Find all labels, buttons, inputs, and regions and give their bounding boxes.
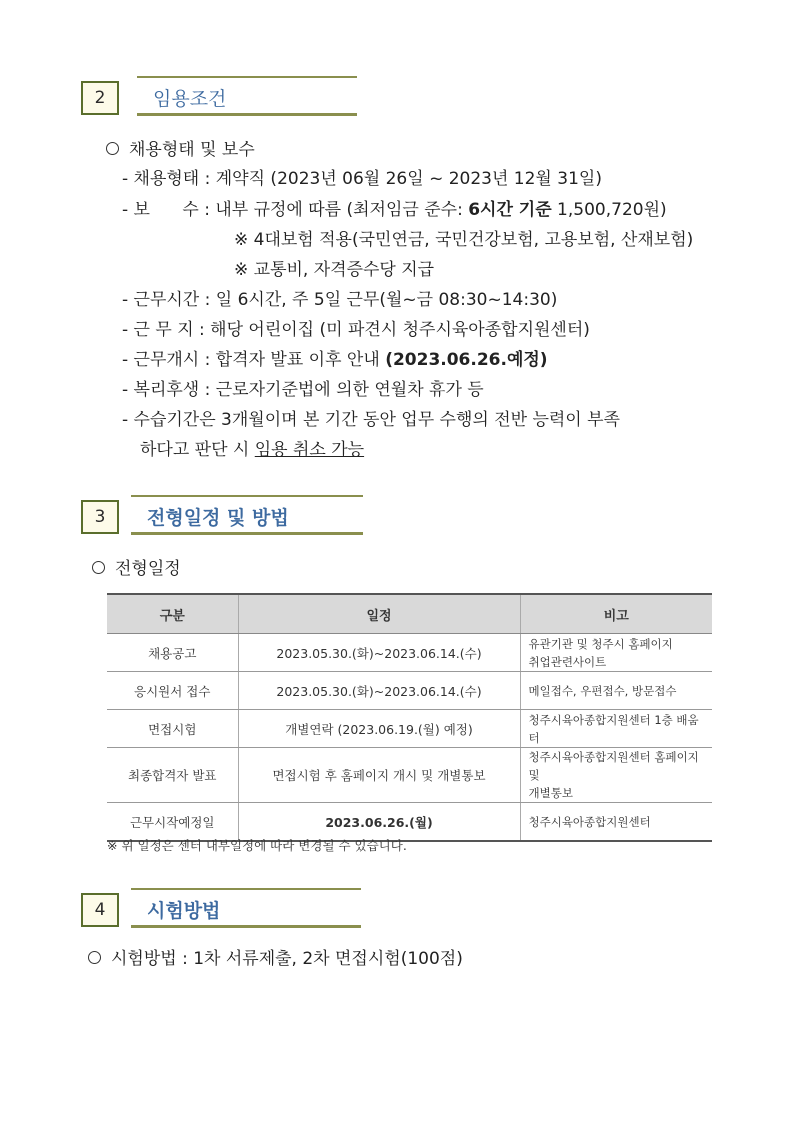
cell-category: 응시원서 접수 [107, 672, 238, 710]
section-number-3: 3 [81, 500, 119, 534]
section-title-4: 시험방법 [147, 900, 221, 922]
header-category: 구분 [107, 594, 238, 634]
line-salary [122, 195, 667, 220]
line-hours: - 근무시간 : 일 6시간, 주 5일 근무(월~금 08:30~14:30) [122, 290, 558, 310]
circle-bullet-icon [106, 142, 119, 155]
table-header-row [107, 594, 712, 634]
line-start [122, 345, 548, 370]
table-row [107, 710, 712, 748]
cell-schedule: 2023.06.26.(월) [238, 803, 520, 842]
line-probation-1: - 수습기간은 3개월이며 본 기간 동안 업무 수행의 전반 능력이 부족 [122, 410, 620, 430]
circle-bullet-icon [92, 561, 105, 574]
bullet-exam-method [88, 944, 463, 969]
cell-remarks: 청주시육아종합지원센터 1층 배움터 [520, 710, 712, 748]
section-number-2: 2 [81, 81, 119, 115]
circle-bullet-icon [88, 951, 101, 964]
header-remarks: 비고 [520, 594, 712, 634]
cell-category: 면접시험 [107, 710, 238, 748]
section-title-box-4 [131, 888, 361, 928]
section-number-4: 4 [81, 893, 119, 927]
cell-schedule: 2023.05.30.(화)~2023.06.14.(수) [238, 634, 520, 672]
schedule-footnote: ※ 위 일정은 센터 내부일정에 따라 변경될 수 있습니다. [107, 838, 407, 853]
note-allowance: ※ 교통비, 자격증수당 지급 [234, 260, 435, 280]
cell-category: 근무시작예정일 [107, 803, 238, 842]
line-probation-2 [140, 435, 364, 460]
bullet-text: 채용형태 및 보수 [129, 140, 255, 160]
section-title-2: 임용조건 [153, 88, 227, 110]
start-date: (2023.06.26.예정) [385, 350, 548, 370]
salary-text: - 보 수 : 내부 규정에 따름 (최저임금 준수: [122, 200, 469, 220]
cell-schedule: 2023.05.30.(화)~2023.06.14.(수) [238, 672, 520, 710]
bullet-schedule [92, 554, 181, 579]
table-row [107, 672, 712, 710]
salary-amount: 1,500,720원) [551, 200, 667, 220]
cell-schedule: 면접시험 후 홈페이지 개시 및 개별통보 [238, 748, 520, 803]
note-insurance: ※ 4대보험 적용(국민연금, 국민건강보험, 고용보험, 산재보험) [234, 230, 694, 250]
section-title-3: 전형일정 및 방법 [147, 507, 289, 529]
header-schedule: 일정 [238, 594, 520, 634]
section-title-box-3 [131, 495, 363, 535]
cell-remarks: 청주시육아종합지원센터 홈페이지 및 개별통보 [520, 748, 712, 803]
start-text: - 근무개시 : 합격자 발표 이후 안내 [122, 350, 386, 370]
bullet-employment-type [106, 135, 255, 160]
cell-category: 채용공고 [107, 634, 238, 672]
table-row [107, 748, 712, 803]
cell-remarks: 메일접수, 우편접수, 방문접수 [520, 672, 712, 710]
cell-schedule: 개별연락 (2023.06.19.(월) 예정) [238, 710, 520, 748]
cell-remarks: 청주시육아종합지원센터 [520, 803, 712, 842]
probation-text: 하다고 판단 시 [140, 440, 255, 460]
line-welfare: - 복리후생 : 근로자기준법에 의한 연월차 휴가 등 [122, 380, 484, 400]
salary-bold: 6시간 기준 [468, 200, 552, 220]
section-title-box-2 [137, 76, 357, 116]
cell-category: 최종합격자 발표 [107, 748, 238, 803]
bullet-text: 전형일정 [115, 559, 181, 579]
bullet-text: 시험방법 : 1차 서류제출, 2차 면접시험(100점) [111, 949, 463, 969]
cell-remarks: 유관기관 및 청주시 홈페이지 취업관련사이트 [520, 634, 712, 672]
table-row [107, 634, 712, 672]
line-emp-type: - 채용형태 : 계약직 (2023년 06월 26일 ~ 2023년 12월 31일) [122, 169, 602, 189]
line-place: - 근 무 지 : 해당 어린이집 (미 파견시 청주시육아종합지원센터) [122, 320, 590, 340]
probation-underlined: 임용 취소 가능 [254, 440, 365, 460]
schedule-table [107, 593, 712, 842]
